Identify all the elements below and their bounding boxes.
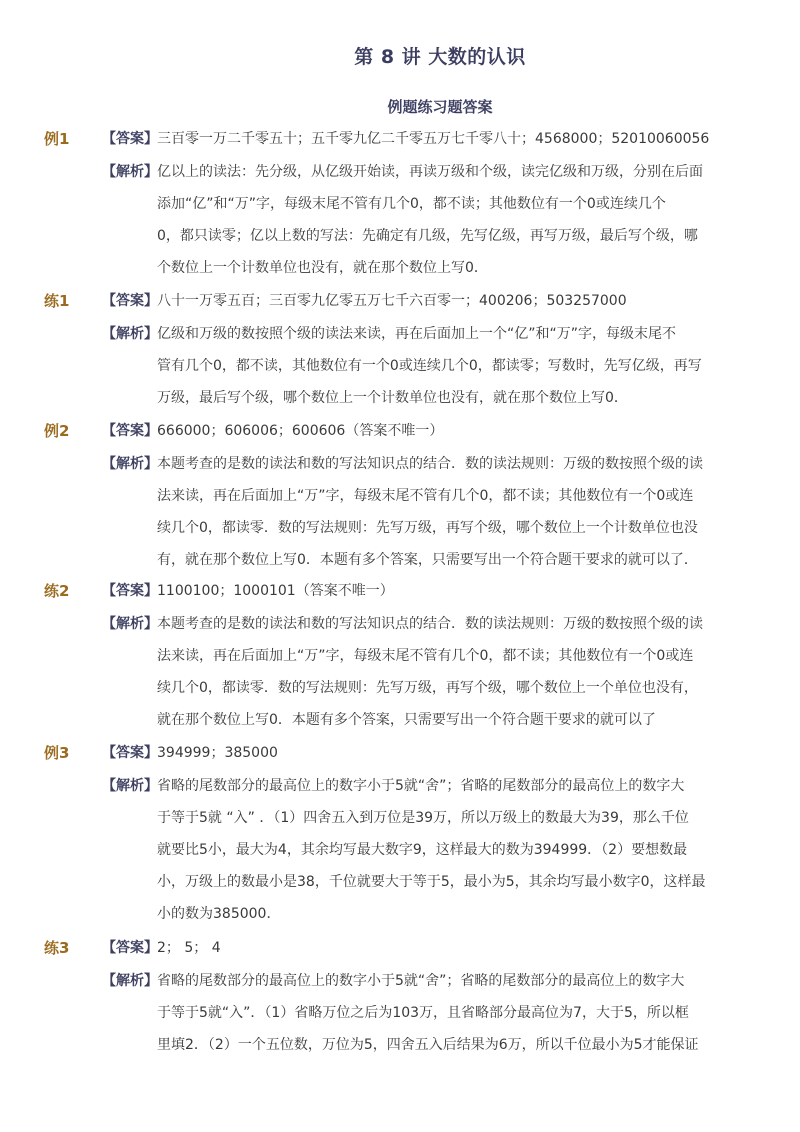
explanation-line: 管有几个0，都不读，其他数位有一个0或连续几个0，都读零；写数时，先写亿级，再写	[157, 358, 702, 374]
explanation-line: 有，就在那个数位上写0．本题有多个答案，只需要写出一个符合题干要求的就可以了．	[157, 552, 698, 568]
question-label: 例1	[44, 130, 70, 148]
explanation-tag: 【解析】	[102, 778, 158, 794]
section-subtitle: 例题练习题答案	[387, 98, 493, 116]
explanation-line: 于等于5就 “入” ．（1）四舍五入到万位是39万，所以万级上的数最大为39，那么千位	[157, 810, 689, 826]
answer-text: 八十一万零五百；三百零九亿零五万七千六百零一；400206；503257000	[157, 293, 627, 309]
explanation-tag: 【解析】	[102, 616, 158, 632]
answer-text: 1100100；1000101（答案不唯一）	[157, 583, 394, 599]
answer-text: 666000；606006；600606（答案不唯一）	[157, 423, 444, 439]
answer-tag: 【答案】	[102, 131, 158, 147]
explanation-line: 万级，最后写个级，哪个数位上一个计数单位也没有，就在那个数位上写0．	[157, 390, 628, 406]
question-label: 练1	[44, 292, 70, 310]
explanation-text	[157, 965, 722, 1061]
answer-tag: 【答案】	[102, 423, 158, 439]
explanation-line: 续几个0，都读零．数的写法规则：先写万级，再写个级，哪个数位上一个计数单位也没	[157, 520, 698, 536]
question-label: 例2	[44, 422, 70, 440]
explanation-tag: 【解析】	[102, 456, 158, 472]
explanation-line: 本题考查的是数的读法和数的写法知识点的结合．数的读法规则：万级的数按照个级的读	[157, 456, 703, 472]
explanation-line: 亿以上的读法：先分级，从亿级开始读，再读万级和个级，读完亿级和万级，分别在后面	[157, 164, 703, 180]
explanation-line: 小，万级上的数最小是38，千位就要大于等于5，最小为5，其余均写最小数字0，这样最	[157, 874, 706, 890]
explanation-line: 就要比5小，最大为4，其余均写最大数字9，这样最大的数为394999．（2）要想数最	[157, 842, 688, 858]
explanation-line: 法来读，再在后面加上“万”字，每级末尾不管有几个0，都不读；其他数位有一个0或连	[157, 488, 694, 504]
explanation-line: 续几个0，都读零．数的写法规则：先写万级，再写个级，哪个数位上一个单位也没有，	[157, 680, 698, 696]
explanation-text	[157, 770, 722, 930]
explanation-line: 个数位上一个计数单位也没有，就在那个数位上写0．	[157, 260, 488, 276]
explanation-line: 本题考查的是数的读法和数的写法知识点的结合．数的读法规则：万级的数按照个级的读	[157, 616, 703, 632]
explanation-text	[157, 156, 722, 284]
explanation-line: 里填2．（2）一个五位数，万位为5，四舍五入后结果为6万，所以千位最小为5才能保证	[157, 1037, 699, 1053]
answer-text: 2； 5； 4	[157, 940, 221, 956]
answer-text: 三百零一万二千零五十；五千零九亿二千零五万七千零八十；4568000；52010060056	[157, 131, 710, 147]
explanation-line: 法来读，再在后面加上“万”字，每级末尾不管有几个0，都不读；其他数位有一个0或连	[157, 648, 694, 664]
explanation-line: 0，都只读零；亿以上数的写法：先确定有几级，先写亿级，再写万级，最后写个级，哪	[157, 228, 698, 244]
explanation-line: 亿级和万级的数按照个级的读法来读，再在后面加上一个“亿”和“万”字，每级末尾不	[157, 326, 677, 342]
explanation-line: 省略的尾数部分的最高位上的数字小于5就“舍”；省略的尾数部分的最高位上的数字大	[157, 973, 685, 989]
question-label: 练3	[44, 939, 70, 957]
explanation-tag: 【解析】	[102, 326, 158, 342]
explanation-tag: 【解析】	[102, 973, 158, 989]
answer-tag: 【答案】	[102, 583, 158, 599]
answer-tag: 【答案】	[102, 940, 158, 956]
explanation-text	[157, 608, 722, 736]
explanation-tag: 【解析】	[102, 164, 158, 180]
explanation-text	[157, 318, 722, 414]
page-title: 第 8 讲 大数的认识	[354, 46, 526, 68]
question-label: 例3	[44, 744, 70, 762]
explanation-line: 就在那个数位上写0．本题有多个答案，只需要写出一个符合题干要求的就可以了	[157, 712, 656, 728]
explanation-line: 添加“亿”和“万”字，每级末尾不管有几个0，都不读；其他数位有一个0或连续几个	[157, 196, 666, 212]
answer-text: 394999；385000	[157, 745, 278, 761]
explanation-line: 小的数为385000．	[157, 906, 281, 922]
answer-tag: 【答案】	[102, 293, 158, 309]
explanation-line: 于等于5就“入”．（1）省略万位之后为103万，且省略部分最高位为7，大于5，所以框	[157, 1005, 689, 1021]
question-label: 练2	[44, 582, 70, 600]
explanation-text	[157, 448, 722, 576]
answer-tag: 【答案】	[102, 745, 158, 761]
explanation-line: 省略的尾数部分的最高位上的数字小于5就“舍”；省略的尾数部分的最高位上的数字大	[157, 778, 685, 794]
